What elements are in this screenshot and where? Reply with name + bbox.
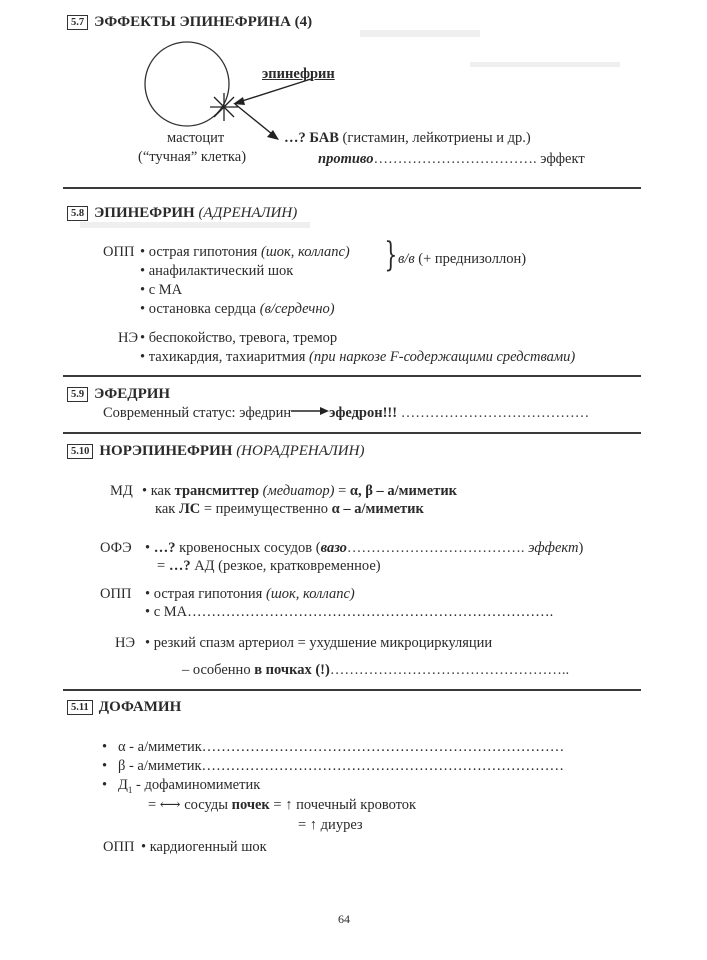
section-divider (63, 187, 641, 189)
ne-item: • беспокойство, тревога, тремор (140, 330, 338, 346)
mast-cell-label: (“тучная” клетка) (138, 149, 247, 165)
opp-label: ОПП (100, 586, 132, 602)
opp-item: • кардиогенный шок (141, 839, 267, 855)
ne-item: • резкий спазм артериол = ухудшение микроциркуляции (145, 635, 493, 651)
ne-label: НЭ (115, 635, 136, 651)
section-5-8-heading: 5.8 ЭПИНЕФРИН (АДРЕНАЛИН) (67, 205, 297, 222)
brace-note: в/в (+ преднизоллон) (398, 251, 527, 267)
opp-item: • острая гипотония (шок, коллапс) (140, 244, 350, 260)
section-5-11-heading: 5.11 ДОФАМИН (67, 699, 181, 716)
section-title: ЭФФЕКТЫ ЭПИНЕФРИНА (4) (94, 14, 313, 30)
dopamine-item: • β - а/миметик………………………………………………………………… (102, 758, 565, 774)
arrow-right-icon (291, 406, 329, 416)
section-5-10-heading: 5.10 НОРЭПИНЕФРИН (НОРАДРЕНАЛИН) (67, 443, 364, 460)
md-item: • как трансмиттер (медиатор) = α, β – а/миметик (142, 483, 458, 499)
section-divider (63, 432, 641, 434)
opp-label: ОПП (103, 839, 135, 855)
section-5-7-heading (67, 14, 312, 31)
section-number: 5.7 (67, 15, 88, 30)
opp-item: • анафилактический шок (140, 263, 294, 279)
ofe-item: • …? кровеносных сосудов (вазо………………………………. эффект) (145, 540, 584, 556)
dopamine-item: • $Д_1$ - дофаминомиметик (102, 777, 261, 795)
mastocyte-label: мастоцит (167, 130, 225, 146)
section-number: 5.11 (67, 700, 93, 715)
ne-item: – особенно в почках (!)………………………………………….. (182, 662, 570, 678)
dopamine-effect: = ⟷ сосуды почек = ↑ почечный кровоток (148, 797, 417, 813)
bleed-through (80, 222, 310, 228)
opp-label: ОПП (103, 244, 135, 260)
section-number: 5.10 (67, 444, 93, 459)
section-divider (63, 689, 641, 691)
epinephrine-label: эпинефрин (262, 66, 335, 82)
bleed-through (470, 62, 620, 67)
section-number: 5.8 (67, 206, 88, 221)
dopamine-item: • α - а/миметик………………………………………………………………… (102, 739, 565, 755)
bav-line: …? БАВ (гистамин, лейкотриены и др.) (284, 130, 531, 146)
page-number: 64 (338, 912, 350, 926)
opp-item: • с МА…………………………………………………………………. (145, 604, 554, 620)
ofe-item: = …? АД (резкое, кратковременное) (157, 558, 381, 574)
opp-item: • с МА (140, 282, 183, 298)
md-item: как ЛС = преимущественно α – а/миметик (155, 501, 424, 517)
mast-cell-circle (145, 42, 229, 126)
md-label: МД (110, 483, 133, 499)
dopamine-effect: = ↑ диурез (298, 817, 363, 833)
ofe-label: ОФЭ (100, 540, 132, 556)
ne-item: • тахикардия, тахиаритмия (при наркозе F-содержащими средствами) (140, 349, 576, 365)
brace-icon: } (384, 235, 398, 275)
against-effect-line: противо……………………………. эффект (318, 151, 585, 167)
bleed-through (360, 30, 480, 37)
section-number: 5.9 (67, 387, 88, 402)
ne-label: НЭ (118, 330, 139, 346)
opp-item: • острая гипотония (шок, коллапс) (145, 586, 355, 602)
section-divider (63, 375, 641, 377)
opp-item: • остановка сердца (в/сердечно) (140, 301, 335, 317)
section-5-9-heading: 5.9 ЭФЕДРИН (67, 386, 170, 403)
ephedrine-status: Современный статус: эфедрин эфедрон!!! ………………………………… (103, 405, 590, 421)
release-arrow (232, 100, 292, 145)
